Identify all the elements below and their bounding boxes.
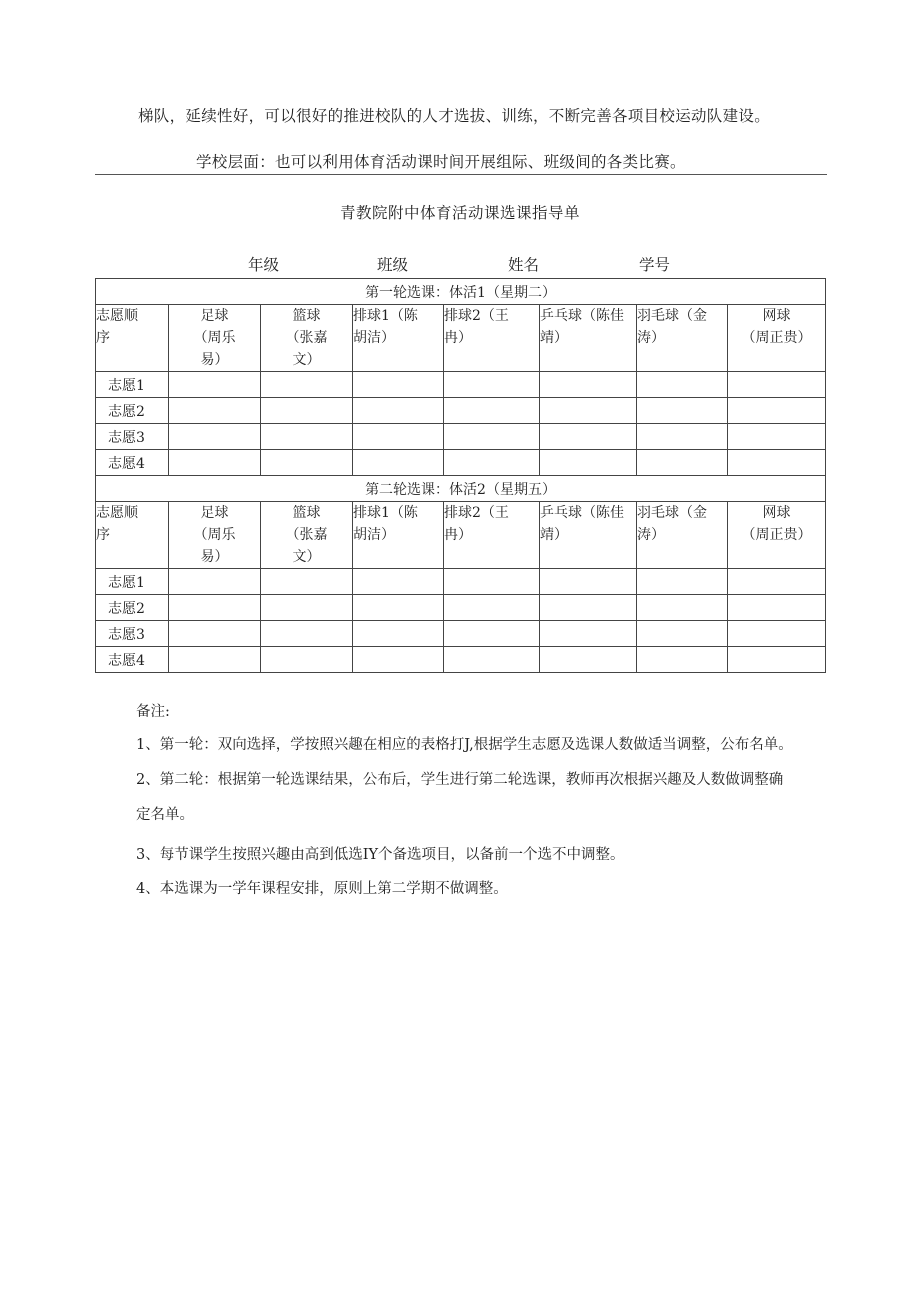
header-text-line: 涛）	[637, 527, 665, 543]
choice-cell[interactable]	[169, 372, 261, 398]
grade-label: 年级	[248, 256, 280, 274]
round2-header-row	[96, 502, 826, 569]
choice-cell[interactable]	[637, 569, 728, 595]
choice-cell[interactable]	[637, 450, 728, 476]
choice-cell[interactable]	[444, 450, 540, 476]
choice-cell[interactable]	[261, 450, 353, 476]
choice-cell[interactable]	[169, 647, 261, 673]
choice-cell[interactable]	[353, 569, 444, 595]
header-text-line: （周正贵）	[741, 330, 812, 346]
choice-label: 志愿1	[96, 569, 169, 595]
sport-header	[637, 502, 728, 569]
choice-cell[interactable]	[261, 647, 353, 673]
sport-header	[353, 305, 444, 372]
choice-cell[interactable]	[728, 398, 826, 424]
header-text-line: 胡洁）	[353, 330, 395, 346]
student-id-label: 学号	[639, 256, 671, 274]
header-text-line: 乒乓球（陈佳	[540, 505, 624, 521]
choice-cell[interactable]	[261, 372, 353, 398]
class-label: 班级	[377, 256, 409, 274]
choice-row	[96, 450, 826, 476]
choice-label: 志愿2	[96, 398, 169, 424]
header-text-line: 羽毛球（金	[637, 308, 707, 324]
choice-cell[interactable]	[540, 450, 637, 476]
header-text-line: 足球	[200, 505, 229, 521]
note-2-line-2: 定名单。	[136, 807, 194, 823]
note-3: 3、每节课学生按照兴趣由高到低选IY个备选项目，以备前一个选不中调整。	[136, 847, 625, 863]
choice-cell[interactable]	[261, 621, 353, 647]
choice-cell[interactable]	[169, 595, 261, 621]
header-text-line: 文）	[292, 352, 321, 368]
choice-cell[interactable]	[540, 595, 637, 621]
choice-cell[interactable]	[540, 372, 637, 398]
choice-cell[interactable]	[353, 372, 444, 398]
choice-cell[interactable]	[728, 595, 826, 621]
sport-header	[444, 305, 540, 372]
header-text-line: 足球	[200, 308, 229, 324]
header-text-line: （张嘉	[285, 330, 328, 346]
note-2-line-1: 2、第二轮：根据第一轮选课结果，公布后，学生进行第二轮选课，教师再次根据兴趣及人数做调整确	[136, 772, 784, 788]
choice-cell[interactable]	[540, 569, 637, 595]
intro-line-1: 梯队，延续性好，可以很好的推进校队的人才选拔、训练，不断完善各项目校运动队建设。	[138, 107, 771, 125]
round-title: 第一轮选课：体活1（星期二）	[96, 279, 826, 305]
choice-cell[interactable]	[540, 621, 637, 647]
choice-cell[interactable]	[444, 569, 540, 595]
order-header	[96, 502, 169, 569]
name-label: 姓名	[508, 256, 540, 274]
sport-header	[728, 502, 826, 569]
round2-title-row	[96, 476, 826, 502]
header-text-line: 序	[96, 330, 110, 346]
choice-cell[interactable]	[637, 621, 728, 647]
choice-cell[interactable]	[637, 647, 728, 673]
choice-cell[interactable]	[728, 450, 826, 476]
choice-label: 志愿4	[96, 450, 169, 476]
sport-header	[169, 305, 261, 372]
choice-row	[96, 647, 826, 673]
header-text-line: 网球	[762, 505, 791, 521]
choice-cell[interactable]	[353, 647, 444, 673]
choice-cell[interactable]	[637, 372, 728, 398]
choice-cell[interactable]	[444, 595, 540, 621]
choice-cell[interactable]	[169, 621, 261, 647]
header-text-line: （周乐	[193, 527, 236, 543]
choice-row	[96, 595, 826, 621]
choice-cell[interactable]	[261, 424, 353, 450]
header-text-line: 志愿顺	[96, 505, 138, 521]
choice-row	[96, 569, 826, 595]
header-text-line: 靖）	[540, 527, 568, 543]
sport-header	[261, 502, 353, 569]
divider	[95, 174, 827, 175]
choice-label: 志愿1	[96, 372, 169, 398]
header-text-line: 网球	[762, 308, 791, 324]
choice-label: 志愿3	[96, 621, 169, 647]
sport-header	[353, 502, 444, 569]
choice-cell[interactable]	[261, 595, 353, 621]
document-title: 青教院附中体育活动课选课指导单	[339, 204, 580, 222]
order-header	[96, 305, 169, 372]
choice-cell[interactable]	[728, 569, 826, 595]
sport-header	[540, 502, 637, 569]
header-text-line: 志愿顺	[96, 308, 138, 324]
choice-cell[interactable]	[540, 398, 637, 424]
choice-cell[interactable]	[353, 398, 444, 424]
header-text-line: （周乐	[193, 330, 236, 346]
choice-cell[interactable]	[169, 569, 261, 595]
header-text-line: 冉）	[444, 527, 472, 543]
choice-cell[interactable]	[637, 398, 728, 424]
header-text-line: 排球2（王	[444, 308, 509, 324]
choice-row	[96, 372, 826, 398]
choice-cell[interactable]	[353, 621, 444, 647]
sport-header	[444, 502, 540, 569]
choice-cell[interactable]	[728, 647, 826, 673]
choice-cell[interactable]	[169, 450, 261, 476]
sport-header	[261, 305, 353, 372]
header-text-line: 篮球	[292, 505, 321, 521]
header-text-line: 羽毛球（金	[637, 505, 707, 521]
header-text-line: 文）	[292, 549, 321, 565]
choice-cell[interactable]	[353, 595, 444, 621]
choice-cell[interactable]	[353, 424, 444, 450]
header-text-line: 靖）	[540, 330, 568, 346]
header-text-line: 乒乓球（陈佳	[540, 308, 624, 324]
header-text-line: 排球1（陈	[353, 308, 418, 324]
round1-header-row	[96, 305, 826, 372]
header-text-line: （张嘉	[285, 527, 328, 543]
choice-cell[interactable]	[444, 621, 540, 647]
header-text-line: 易）	[200, 352, 229, 368]
course-selection-table	[95, 278, 826, 673]
choice-cell[interactable]	[353, 450, 444, 476]
header-text-line: 排球2（王	[444, 505, 509, 521]
sport-header	[169, 502, 261, 569]
choice-row	[96, 398, 826, 424]
choice-label: 志愿2	[96, 595, 169, 621]
choice-cell[interactable]	[637, 424, 728, 450]
choice-cell[interactable]	[540, 647, 637, 673]
sport-header	[728, 305, 826, 372]
note-1: 1、第一轮：双向选择，学按照兴趣在相应的表格打J,根据学生志愿及选课人数做适当调整，公布名单。	[136, 737, 793, 753]
choice-cell[interactable]	[540, 424, 637, 450]
choice-cell[interactable]	[444, 424, 540, 450]
choice-label: 志愿3	[96, 424, 169, 450]
header-text-line: 篮球	[292, 308, 321, 324]
choice-cell[interactable]	[261, 569, 353, 595]
header-text-line: 序	[96, 527, 110, 543]
choice-cell[interactable]	[728, 372, 826, 398]
choice-cell[interactable]	[444, 372, 540, 398]
header-text-line: 排球1（陈	[353, 505, 418, 521]
intro-line-2: 学校层面：也可以利用体育活动课时间开展组际、班级间的各类比赛。	[196, 153, 686, 171]
choice-row	[96, 424, 826, 450]
choice-cell[interactable]	[728, 424, 826, 450]
choice-row	[96, 621, 826, 647]
sport-header	[540, 305, 637, 372]
round1-title-row	[96, 279, 826, 305]
round-title: 第二轮选课：体活2（星期五）	[96, 476, 826, 502]
header-text-line: 胡洁）	[353, 527, 395, 543]
choice-cell[interactable]	[169, 398, 261, 424]
sport-header	[637, 305, 728, 372]
notes-label: 备注:	[136, 704, 170, 720]
choice-cell[interactable]	[169, 424, 261, 450]
choice-cell[interactable]	[444, 398, 540, 424]
choice-label: 志愿4	[96, 647, 169, 673]
choice-cell[interactable]	[637, 595, 728, 621]
header-text-line: 冉）	[444, 330, 472, 346]
choice-cell[interactable]	[444, 647, 540, 673]
header-text-line: （周正贵）	[741, 527, 812, 543]
header-text-line: 涛）	[637, 330, 665, 346]
choice-cell[interactable]	[261, 398, 353, 424]
header-text-line: 易）	[200, 549, 229, 565]
choice-cell[interactable]	[728, 621, 826, 647]
note-4: 4、本选课为一学年课程安排，原则上第二学期不做调整。	[136, 881, 508, 897]
